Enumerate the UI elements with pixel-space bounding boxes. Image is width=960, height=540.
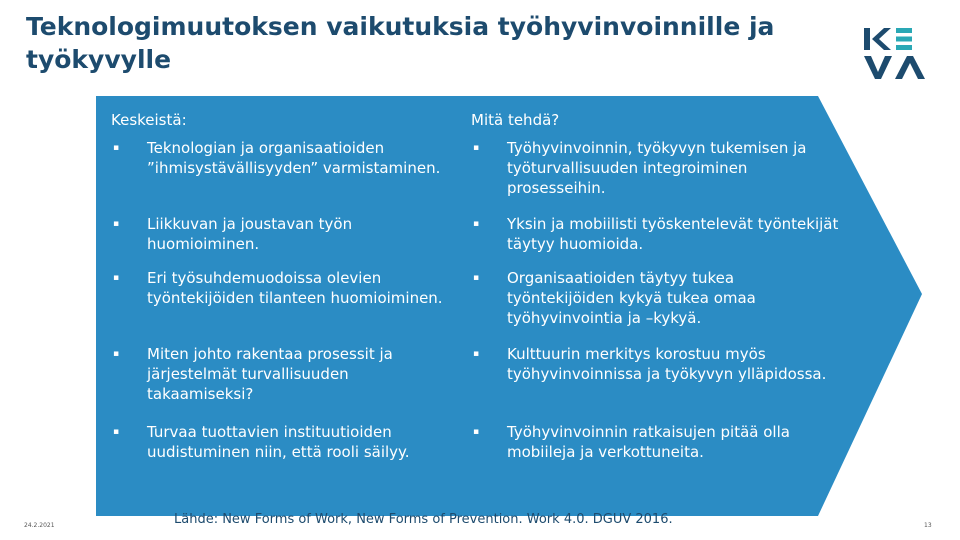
list-item-text: Työhyvinvoinnin ratkaisujen pitää olla mobiileja ja verkottuneita. — [507, 423, 790, 461]
list-item-text: Eri työsuhdemuodoissa olevien työntekijöiden tilanteen huomioiminen. — [147, 269, 443, 307]
list-item-text: Turvaa tuottavien instituutioiden uudistuminen niin, että rooli säilyy. — [147, 423, 410, 461]
page-number: 13 — [924, 522, 932, 529]
list-item — [111, 344, 456, 422]
list-item-text: Kulttuurin merkitys korostuu myös työhyvinvoinnissa ja työkyvyn ylläpidossa. — [507, 345, 827, 383]
bullet-icon: ▪ — [473, 427, 480, 437]
left-column — [111, 108, 456, 486]
list-item — [471, 268, 841, 344]
list-item-text: Työhyvinvoinnin, työkyvyn tukemisen ja työturvallisuuden integroiminen prosesseihin. — [507, 139, 807, 197]
list-item — [471, 422, 841, 486]
list-item-text: Yksin ja mobiilisti työskentelevät työntekijät täytyy huomioida. — [507, 215, 839, 253]
right-column-heading: Mitä tehdä? — [471, 111, 560, 129]
bullet-icon: ▪ — [113, 143, 120, 153]
logo-v — [864, 56, 892, 79]
bullet-icon: ▪ — [113, 349, 120, 359]
right-column — [471, 108, 841, 486]
logo-e-bar-bottom — [896, 45, 912, 50]
logo-e-bar-top — [896, 28, 912, 33]
slide-date: 24.2.2021 — [24, 522, 55, 529]
left-column-heading: Keskeistä: — [111, 111, 187, 129]
list-item — [111, 138, 456, 214]
logo-k-arm — [872, 28, 891, 50]
list-item — [111, 422, 456, 486]
slide-title: Teknologimuutoksen vaikutuksia työhyvinvoinnille ja työkyvylle — [26, 12, 775, 74]
bullet-icon: ▪ — [473, 349, 480, 359]
list-item — [471, 344, 841, 422]
list-item-text: Teknologian ja organisaatioiden ”ihmisystävällisyyden” varmistaminen. — [147, 139, 441, 177]
source-citation: Lähde: New Forms of Work, New Forms of Prevention. Work 4.0. DGUV 2016. — [174, 512, 673, 527]
logo-a — [895, 56, 925, 79]
logo-k-stem — [864, 28, 870, 50]
list-item — [111, 214, 456, 268]
logo-e-bar-mid — [896, 37, 912, 42]
list-item-text: Organisaatioiden täytyy tukea työntekijöiden kykyä tukea omaa työhyvinvointia ja –kykyä. — [507, 269, 756, 327]
list-item — [471, 214, 841, 268]
bullet-icon: ▪ — [113, 273, 120, 283]
list-item — [111, 268, 456, 344]
list-item-text: Liikkuvan ja joustavan työn huomioiminen. — [147, 215, 353, 253]
keva-logo-icon — [864, 26, 936, 82]
bullet-icon: ▪ — [113, 219, 120, 229]
list-item-text: Miten johto rakentaa prosessit ja järjestelmät turvallisuuden takaamiseksi? — [147, 345, 393, 403]
list-item — [471, 138, 841, 214]
bullet-icon: ▪ — [113, 427, 120, 437]
bullet-icon: ▪ — [473, 273, 480, 283]
bullet-icon: ▪ — [473, 143, 480, 153]
bullet-icon: ▪ — [473, 219, 480, 229]
